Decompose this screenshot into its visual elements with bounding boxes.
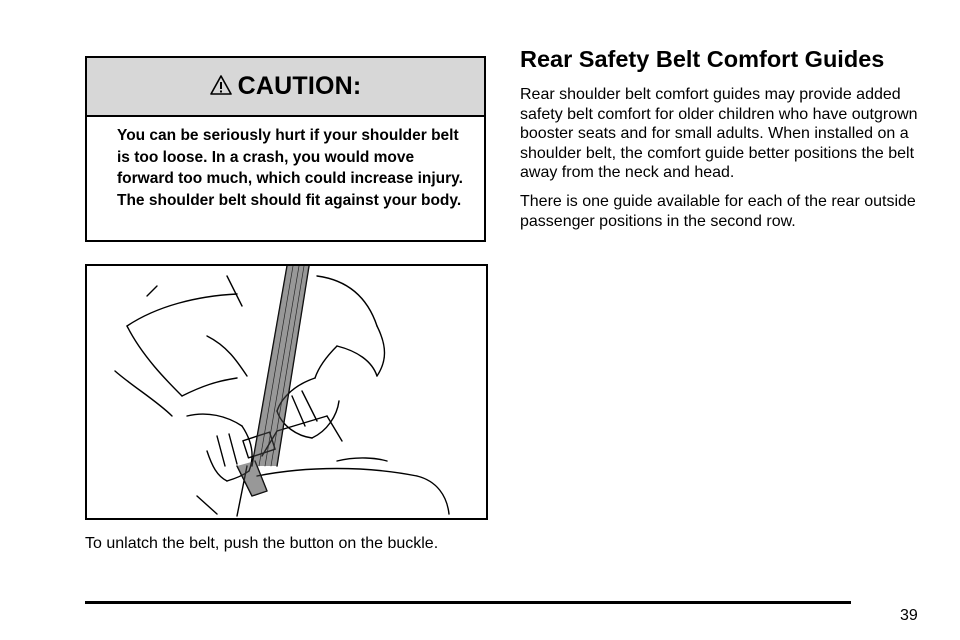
section-paragraph: Rear shoulder belt comfort guides may provide added safety belt comfort for older children who have outgrown booster seats and for small adults. When installed on a shoulder belt, the comfort guide better positions the belt away from the neck and head.	[520, 86, 918, 182]
section-heading: Rear Safety Belt Comfort Guides	[520, 46, 885, 72]
buckle-caption: To unlatch the belt, push the button on the buckle.	[85, 535, 439, 552]
caution-text: You can be seriously hurt if your shoulder belt is too loose. In a crash, you would move forward too much, which could increase injury. The shoulder belt should fit against your body.	[117, 127, 463, 209]
footer-rule	[85, 601, 851, 604]
caution-box	[85, 56, 486, 242]
hands-unlatching-buckle-drawing	[87, 266, 486, 518]
buckle-illustration	[85, 264, 488, 520]
caution-header	[87, 58, 484, 117]
section-paragraph: There is one guide available for each of the rear outside passenger positions in the second row.	[520, 192, 916, 230]
caution-title: CAUTION:	[237, 72, 362, 100]
warning-triangle-icon	[210, 74, 232, 96]
page-number: 39	[900, 607, 918, 624]
comfort-guides-section	[520, 44, 920, 231]
